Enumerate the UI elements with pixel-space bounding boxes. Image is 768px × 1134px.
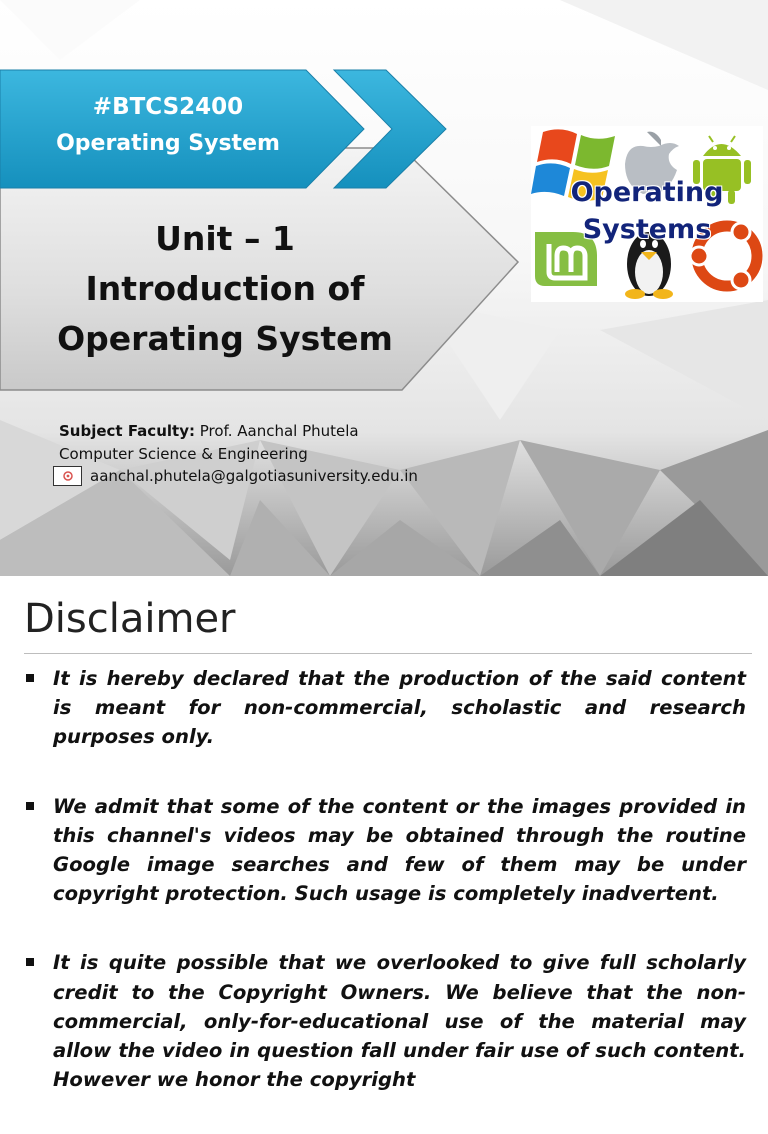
list-item	[24, 948, 746, 1094]
disclaimer-list	[24, 664, 746, 1134]
course-code: #BTCS2400	[92, 94, 244, 120]
course-name: Operating System	[56, 131, 280, 156]
bullet-square-icon	[26, 958, 34, 966]
faculty-label: Subject Faculty:	[59, 422, 195, 440]
email-row	[53, 466, 418, 486]
disclaimer-slide	[0, 576, 768, 1092]
operating-systems-logo	[531, 126, 763, 302]
bullet-square-icon	[26, 674, 34, 682]
unit-title	[20, 214, 430, 364]
faculty-line	[59, 420, 359, 443]
logo-text-line: Systems	[582, 214, 712, 245]
faculty-department: Computer Science & Engineering	[59, 445, 308, 463]
unit-title-line: Unit – 1	[155, 219, 295, 258]
unit-title-line: Introduction of	[85, 269, 365, 308]
list-item-text: It is hereby declared that the production of the said content is meant for non-commercial, scholastic and research purposes only.	[53, 667, 746, 749]
list-item-text: We admit that some of the content or the images provided in this channel's videos may be obtained through the routine Google image searches and few of them may be under copyright protection. Such usage is completely inadvertent.	[53, 794, 746, 906]
list-item	[24, 792, 746, 909]
faculty-email[interactable]: aanchal.phutela@galgotiasuniversity.edu.in	[90, 467, 418, 485]
email-icon	[53, 466, 82, 486]
list-item	[24, 664, 746, 752]
bullet-square-icon	[26, 802, 34, 810]
faculty-info	[59, 420, 359, 466]
logo-text-line: Operating	[570, 177, 724, 208]
list-item-text: It is quite possible that we overlooked to give full scholarly credit to the Copyright Owners. We believe that the non-commercial, only-for-educational use of the material may allow the video in question fall under fair use of such content. However we honor the copyright	[53, 951, 746, 1092]
title-divider	[24, 653, 752, 654]
unit-title-line: Operating System	[57, 319, 393, 358]
logo-text	[531, 174, 763, 248]
faculty-name: Prof. Aanchal Phutela	[194, 422, 359, 440]
slide-title: Disclaimer	[24, 596, 236, 642]
